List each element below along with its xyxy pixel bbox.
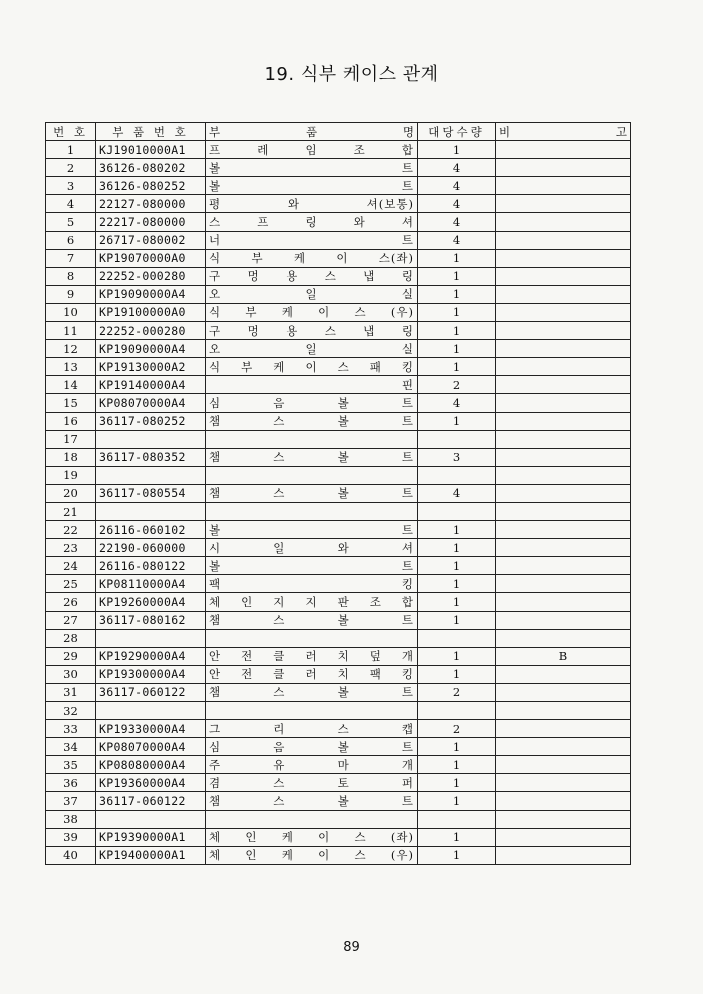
table-row <box>46 340 631 358</box>
row-part-no: KP19090000A4 <box>96 340 206 358</box>
row-part-name <box>206 629 418 647</box>
row-part-name: 너 트 <box>206 231 418 249</box>
row-note <box>496 249 631 267</box>
row-part-no: 22127-080000 <box>96 195 206 213</box>
row-part-name: 챔 스 볼 트 <box>206 484 418 502</box>
row-part-name: 핀 <box>206 376 418 394</box>
row-part-name <box>206 702 418 720</box>
row-part-no: KP08110000A4 <box>96 575 206 593</box>
row-part-no: KP08070000A4 <box>96 394 206 412</box>
row-qty: 1 <box>418 665 496 683</box>
row-part-name: 주 유 마 개 <box>206 756 418 774</box>
table-body <box>46 141 631 865</box>
row-part-no: 26116-060102 <box>96 521 206 539</box>
row-no: 11 <box>46 322 96 340</box>
row-part-no: 26717-080002 <box>96 231 206 249</box>
row-part-no: 36117-080162 <box>96 611 206 629</box>
row-note <box>496 502 631 520</box>
row-part-no: KP19300000A4 <box>96 665 206 683</box>
row-part-no: 36126-080202 <box>96 159 206 177</box>
row-qty: 1 <box>418 828 496 846</box>
table-row <box>46 213 631 231</box>
table-row <box>46 756 631 774</box>
row-no: 4 <box>46 195 96 213</box>
row-part-no: 36117-080252 <box>96 412 206 430</box>
row-part-name: 그 리 스 캡 <box>206 720 418 738</box>
row-qty: 4 <box>418 213 496 231</box>
row-part-no: 36117-080352 <box>96 448 206 466</box>
row-no: 29 <box>46 647 96 665</box>
row-part-name: 챔 스 볼 트 <box>206 611 418 629</box>
row-no: 28 <box>46 629 96 647</box>
row-part-name: 안 전 클 러 치 덮 개 <box>206 647 418 665</box>
row-no: 10 <box>46 303 96 321</box>
table-row <box>46 738 631 756</box>
row-no: 14 <box>46 376 96 394</box>
row-note <box>496 593 631 611</box>
row-part-no <box>96 466 206 484</box>
row-note <box>496 394 631 412</box>
table-row <box>46 846 631 864</box>
row-no: 1 <box>46 141 96 159</box>
row-note <box>496 466 631 484</box>
row-part-no <box>96 810 206 828</box>
row-note <box>496 412 631 430</box>
row-no: 12 <box>46 340 96 358</box>
row-no: 33 <box>46 720 96 738</box>
row-no: 5 <box>46 213 96 231</box>
row-qty: 1 <box>418 267 496 285</box>
row-part-no <box>96 702 206 720</box>
table-row <box>46 720 631 738</box>
row-note <box>496 358 631 376</box>
header-part-no: 부 품 번 호 <box>96 123 206 141</box>
row-qty: 1 <box>418 593 496 611</box>
row-part-no: KP19140000A4 <box>96 376 206 394</box>
row-qty: 2 <box>418 720 496 738</box>
row-part-no: 26116-080122 <box>96 557 206 575</box>
row-part-name: 안 전 클 러 치 팩 킹 <box>206 665 418 683</box>
row-part-no: KP19090000A4 <box>96 285 206 303</box>
row-note <box>496 611 631 629</box>
row-no: 35 <box>46 756 96 774</box>
row-part-no: KP19070000A0 <box>96 249 206 267</box>
table-row <box>46 792 631 810</box>
table-row <box>46 810 631 828</box>
row-note <box>496 285 631 303</box>
row-qty: 1 <box>418 846 496 864</box>
row-part-no: KP19360000A4 <box>96 774 206 792</box>
row-no: 20 <box>46 484 96 502</box>
row-qty: 4 <box>418 394 496 412</box>
row-no: 9 <box>46 285 96 303</box>
row-part-no: KJ19010000A1 <box>96 141 206 159</box>
row-part-name: 볼 트 <box>206 177 418 195</box>
row-note <box>496 575 631 593</box>
row-qty <box>418 629 496 647</box>
row-note <box>496 340 631 358</box>
table-row <box>46 647 631 665</box>
row-part-name: 구 멍 용 스 냅 링 <box>206 322 418 340</box>
row-part-no <box>96 629 206 647</box>
row-note <box>496 720 631 738</box>
row-part-no: 22252-000280 <box>96 267 206 285</box>
row-qty: 1 <box>418 647 496 665</box>
row-part-name: 챔 스 볼 트 <box>206 792 418 810</box>
table-row <box>46 629 631 647</box>
row-no: 23 <box>46 539 96 557</box>
row-part-name: 체 인 케 이 스 (좌) <box>206 828 418 846</box>
row-note <box>496 683 631 701</box>
row-no: 19 <box>46 466 96 484</box>
row-note <box>496 430 631 448</box>
row-qty: 1 <box>418 575 496 593</box>
row-qty: 4 <box>418 159 496 177</box>
table-row <box>46 502 631 520</box>
row-part-no: 36126-080252 <box>96 177 206 195</box>
row-part-name: 심 음 볼 트 <box>206 738 418 756</box>
row-qty: 1 <box>418 285 496 303</box>
row-qty: 1 <box>418 774 496 792</box>
row-no: 34 <box>46 738 96 756</box>
table-row <box>46 828 631 846</box>
row-note <box>496 521 631 539</box>
row-qty: 1 <box>418 249 496 267</box>
table-row <box>46 159 631 177</box>
row-no: 27 <box>46 611 96 629</box>
row-qty: 1 <box>418 358 496 376</box>
row-note <box>496 177 631 195</box>
table-row <box>46 231 631 249</box>
row-qty: 1 <box>418 539 496 557</box>
row-qty: 2 <box>418 683 496 701</box>
row-qty: 4 <box>418 484 496 502</box>
row-qty <box>418 430 496 448</box>
row-part-name: 체 인 지 지 판 조 합 <box>206 593 418 611</box>
row-part-name: 평 와 셔(보통) <box>206 195 418 213</box>
table-row <box>46 394 631 412</box>
table-row <box>46 412 631 430</box>
row-no: 3 <box>46 177 96 195</box>
table-row <box>46 521 631 539</box>
table-row <box>46 484 631 502</box>
page-title: 19. 식부 케이스 관계 <box>264 64 439 85</box>
row-part-no: 36117-080554 <box>96 484 206 502</box>
table-row <box>46 267 631 285</box>
row-note <box>496 376 631 394</box>
table-header-row <box>46 123 631 141</box>
row-part-no: 36117-060122 <box>96 792 206 810</box>
row-part-no <box>96 430 206 448</box>
row-part-no: 22190-060000 <box>96 539 206 557</box>
row-qty: 1 <box>418 322 496 340</box>
row-note <box>496 774 631 792</box>
row-note <box>496 231 631 249</box>
row-qty: 1 <box>418 557 496 575</box>
row-part-name: 겸 스 토 퍼 <box>206 774 418 792</box>
row-note <box>496 810 631 828</box>
row-part-no: KP08070000A4 <box>96 738 206 756</box>
row-note <box>496 792 631 810</box>
table-row <box>46 195 631 213</box>
row-part-name: 챔 스 볼 트 <box>206 448 418 466</box>
row-part-no: KP19330000A4 <box>96 720 206 738</box>
row-note <box>496 828 631 846</box>
row-part-name: 볼 트 <box>206 557 418 575</box>
row-note <box>496 665 631 683</box>
row-qty: 1 <box>418 303 496 321</box>
row-qty: 1 <box>418 611 496 629</box>
row-part-no: KP19400000A1 <box>96 846 206 864</box>
header-qty: 대당수량 <box>418 123 496 141</box>
row-part-name: 챔 스 볼 트 <box>206 412 418 430</box>
table-row <box>46 466 631 484</box>
row-part-name: 식 부 케 이 스 패 킹 <box>206 358 418 376</box>
row-qty: 1 <box>418 738 496 756</box>
table-row <box>46 322 631 340</box>
table-row <box>46 774 631 792</box>
row-no: 38 <box>46 810 96 828</box>
table-row <box>46 285 631 303</box>
row-no: 37 <box>46 792 96 810</box>
row-part-no: KP19100000A0 <box>96 303 206 321</box>
row-no: 40 <box>46 846 96 864</box>
row-no: 25 <box>46 575 96 593</box>
row-note <box>496 629 631 647</box>
row-qty <box>418 466 496 484</box>
row-part-no: 22217-080000 <box>96 213 206 231</box>
row-note <box>496 557 631 575</box>
row-note <box>496 322 631 340</box>
row-qty <box>418 702 496 720</box>
row-no: 6 <box>46 231 96 249</box>
row-note <box>496 539 631 557</box>
table-row <box>46 575 631 593</box>
row-part-name: 볼 트 <box>206 159 418 177</box>
row-part-name: 스 프 링 와 셔 <box>206 213 418 231</box>
row-part-name <box>206 810 418 828</box>
parts-table <box>45 122 631 865</box>
row-qty: 1 <box>418 756 496 774</box>
table-row <box>46 611 631 629</box>
row-note <box>496 846 631 864</box>
row-no: 18 <box>46 448 96 466</box>
table-row <box>46 358 631 376</box>
row-no: 17 <box>46 430 96 448</box>
row-no: 21 <box>46 502 96 520</box>
row-qty: 4 <box>418 195 496 213</box>
row-part-name: 챔 스 볼 트 <box>206 683 418 701</box>
row-note <box>496 702 631 720</box>
row-part-name: 식 부 케 이 스 (우) <box>206 303 418 321</box>
row-no: 24 <box>46 557 96 575</box>
table-row <box>46 141 631 159</box>
row-qty: 1 <box>418 521 496 539</box>
row-no: 8 <box>46 267 96 285</box>
row-no: 22 <box>46 521 96 539</box>
row-no: 16 <box>46 412 96 430</box>
row-qty <box>418 810 496 828</box>
table-row <box>46 303 631 321</box>
row-part-name: 체 인 케 이 스 (우) <box>206 846 418 864</box>
row-note <box>496 159 631 177</box>
row-no: 32 <box>46 702 96 720</box>
row-qty: 1 <box>418 412 496 430</box>
table-row <box>46 557 631 575</box>
table-row <box>46 376 631 394</box>
row-note: B <box>496 647 631 665</box>
row-qty: 1 <box>418 340 496 358</box>
table-row <box>46 683 631 701</box>
row-part-name <box>206 430 418 448</box>
row-part-no: 36117-060122 <box>96 683 206 701</box>
row-no: 39 <box>46 828 96 846</box>
row-part-no: KP19290000A4 <box>96 647 206 665</box>
row-part-name: 구 멍 용 스 냅 링 <box>206 267 418 285</box>
table-row <box>46 665 631 683</box>
row-note <box>496 303 631 321</box>
header-no: 번 호 <box>46 123 96 141</box>
row-part-no: 22252-000280 <box>96 322 206 340</box>
row-qty: 1 <box>418 141 496 159</box>
row-qty: 1 <box>418 792 496 810</box>
row-no: 36 <box>46 774 96 792</box>
row-no: 30 <box>46 665 96 683</box>
row-note <box>496 756 631 774</box>
row-no: 31 <box>46 683 96 701</box>
row-part-name <box>206 466 418 484</box>
row-part-no: KP19260000A4 <box>96 593 206 611</box>
row-part-name: 심 음 볼 트 <box>206 394 418 412</box>
row-part-name: 볼 트 <box>206 521 418 539</box>
table-row <box>46 177 631 195</box>
row-no: 7 <box>46 249 96 267</box>
table-row <box>46 702 631 720</box>
row-part-no <box>96 502 206 520</box>
table-row <box>46 430 631 448</box>
row-part-name: 프 레 임 조 합 <box>206 141 418 159</box>
row-part-no: KP08080000A4 <box>96 756 206 774</box>
row-note <box>496 484 631 502</box>
row-part-no: KP19390000A1 <box>96 828 206 846</box>
row-part-name <box>206 502 418 520</box>
row-note <box>496 213 631 231</box>
page-number: 89 <box>343 940 360 955</box>
header-name: 부 품 명 <box>206 123 418 141</box>
row-note <box>496 448 631 466</box>
table-row <box>46 448 631 466</box>
row-qty: 4 <box>418 177 496 195</box>
row-part-name: 팩 킹 <box>206 575 418 593</box>
row-part-name: 오 일 실 <box>206 340 418 358</box>
row-part-name: 시 일 와 셔 <box>206 539 418 557</box>
row-note <box>496 267 631 285</box>
row-qty: 3 <box>418 448 496 466</box>
row-no: 15 <box>46 394 96 412</box>
row-no: 13 <box>46 358 96 376</box>
row-part-no: KP19130000A2 <box>96 358 206 376</box>
row-no: 2 <box>46 159 96 177</box>
row-qty: 2 <box>418 376 496 394</box>
row-note <box>496 738 631 756</box>
row-qty <box>418 502 496 520</box>
header-note: 비 고 <box>496 123 631 141</box>
row-no: 26 <box>46 593 96 611</box>
row-note <box>496 195 631 213</box>
table-row <box>46 249 631 267</box>
table-row <box>46 593 631 611</box>
row-part-name: 오 일 실 <box>206 285 418 303</box>
row-part-name: 식 부 케 이 스(좌) <box>206 249 418 267</box>
row-note <box>496 141 631 159</box>
row-qty: 4 <box>418 231 496 249</box>
table-row <box>46 539 631 557</box>
